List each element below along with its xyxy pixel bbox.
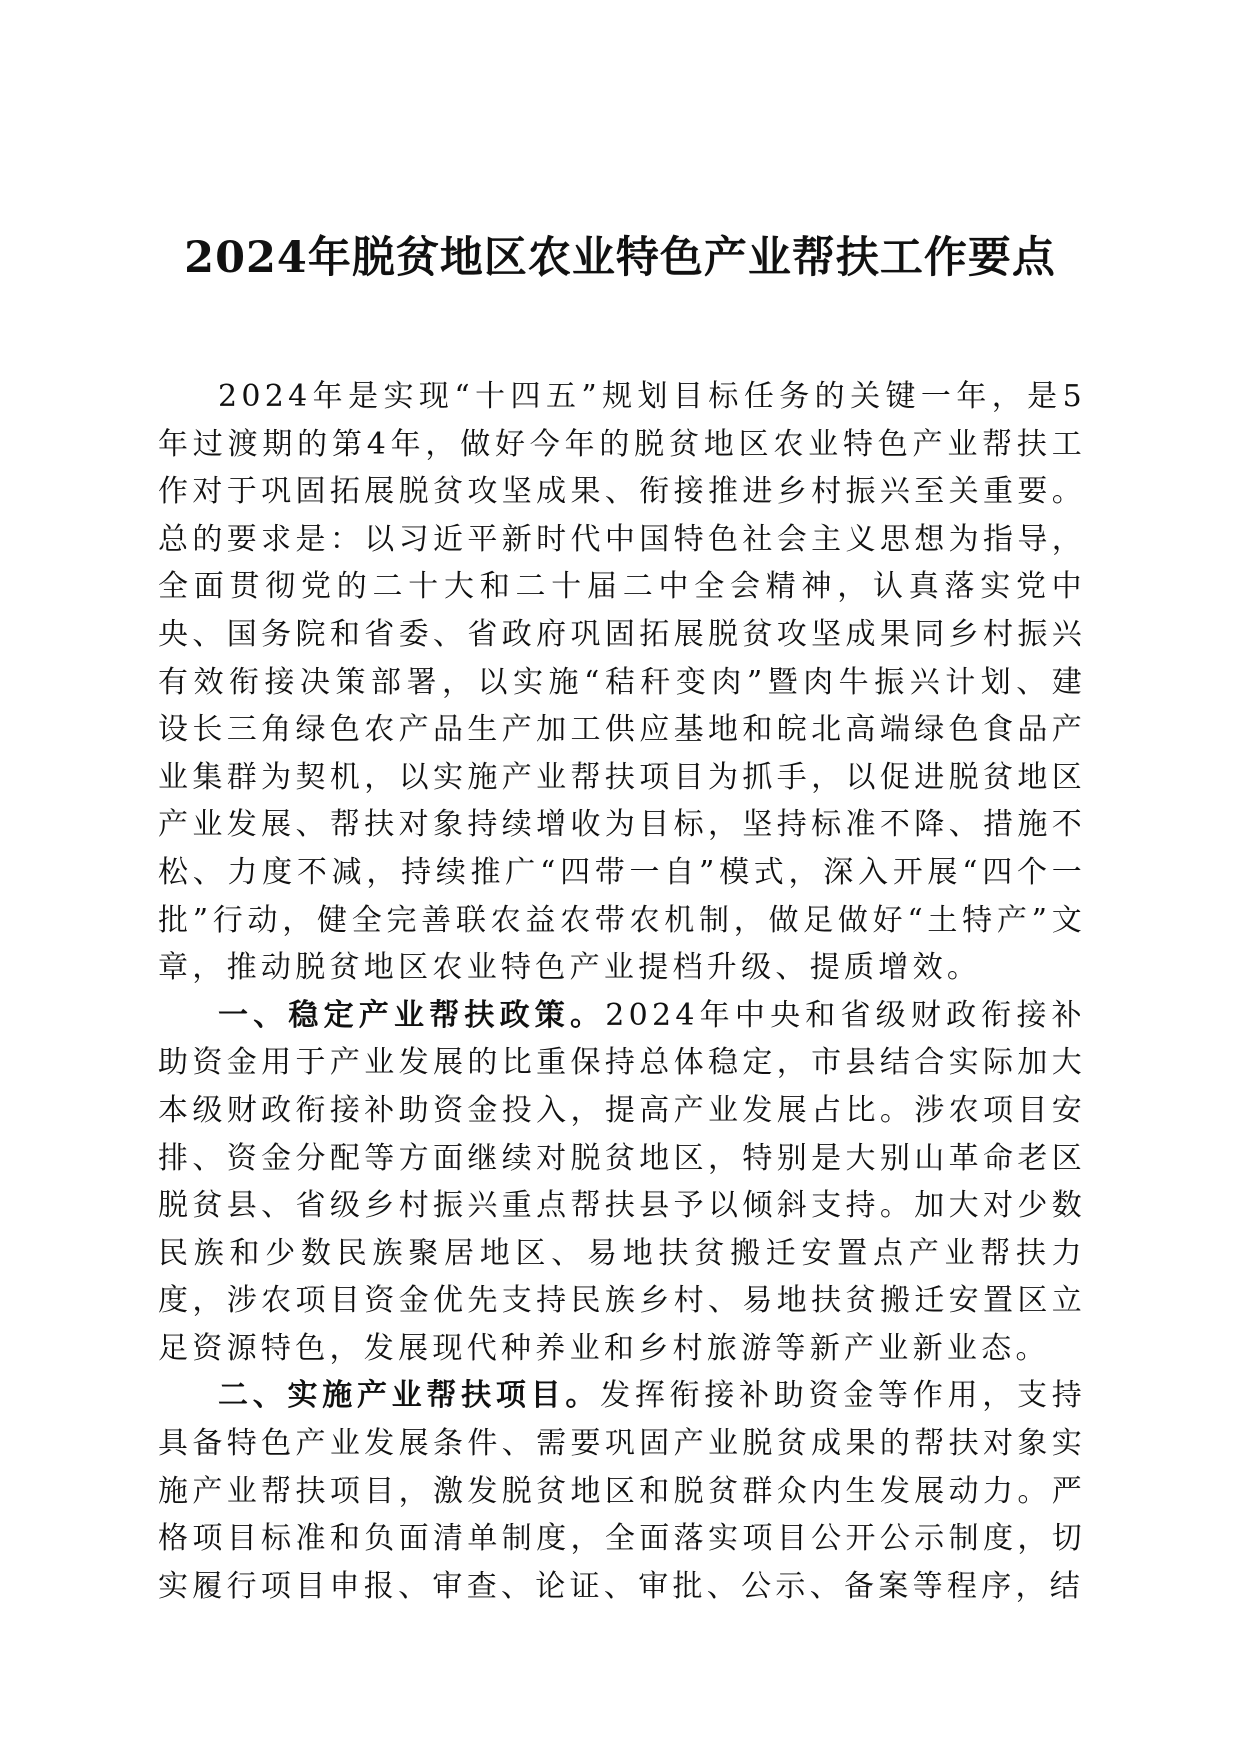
- document-body: [158, 373, 1086, 1610]
- section-two-paragraph: [158, 1372, 1086, 1610]
- document-title: 2024年脱贫地区农业特色产业帮扶工作要点: [184, 233, 1056, 283]
- section-one-paragraph: [158, 992, 1086, 1373]
- section-two-heading: 二、实施产业帮扶项目。: [218, 1378, 601, 1414]
- section-two-text: 发挥衔接补助资金等作用，支持具备特色产业发展条件、需要巩固产业脱贫成果的帮扶对象实施产业帮扶项目，激发脱贫地区和脱贫群众内生发展动力。严格项目标准和负面清单制度，全面落实项目公开公示制度，切实履行项目申报、审查、论证、审批、公示、备案等程序，结: [158, 1378, 1086, 1604]
- section-one-heading: 一、稳定产业帮扶政策。: [218, 997, 606, 1033]
- intro-paragraph-text: 2024年是实现“十四五”规划目标任务的关键一年，是5年过渡期的第4年，做好今年的脱贫地区农业特色产业帮扶工作对于巩固拓展脱贫攻坚成果、衔接推进乡村振兴至关重要。总的要求是：以习近平新时代中国特色社会主义思想为指导，全面贯彻党的二十大和二十届二中全会精神，认真落实党中央、国务院和省委、省政府巩固拓展脱贫攻坚成果同乡村振兴有效衔接决策部署，以实施“秸秆变肉”暨肉牛振兴计划、建设长三角绿色农产品生产加工供应基地和皖北高端绿色食品产业集群为契机，以实施产业帮扶项目为抓手，以促进脱贫地区产业发展、帮扶对象持续增收为目标，坚持标准不降、措施不松、力度不减，持续推广“四带一自”模式，深入开展“四个一批”行动，健全完善联农益农带农机制，做足做好“土特产”文章，推动脱贫地区农业特色产业提档升级、提质增效。: [158, 379, 1086, 986]
- intro-paragraph: [158, 373, 1086, 992]
- section-one-text: 2024年中央和省级财政衔接补助资金用于产业发展的比重保持总体稳定，市县结合实际加大本级财政衔接补助资金投入，提高产业发展占比。涉农项目安排、资金分配等方面继续对脱贫地区，特别是大别山革命老区脱贫县、省级乡村振兴重点帮扶县予以倾斜支持。加大对少数民族和少数民族聚居地区、易地扶贫搬迁安置点产业帮扶力度，涉农项目资金优先支持民族乡村、易地扶贫搬迁安置区立足资源特色，发展现代种养业和乡村旅游等新产业新业态。: [158, 997, 1086, 1366]
